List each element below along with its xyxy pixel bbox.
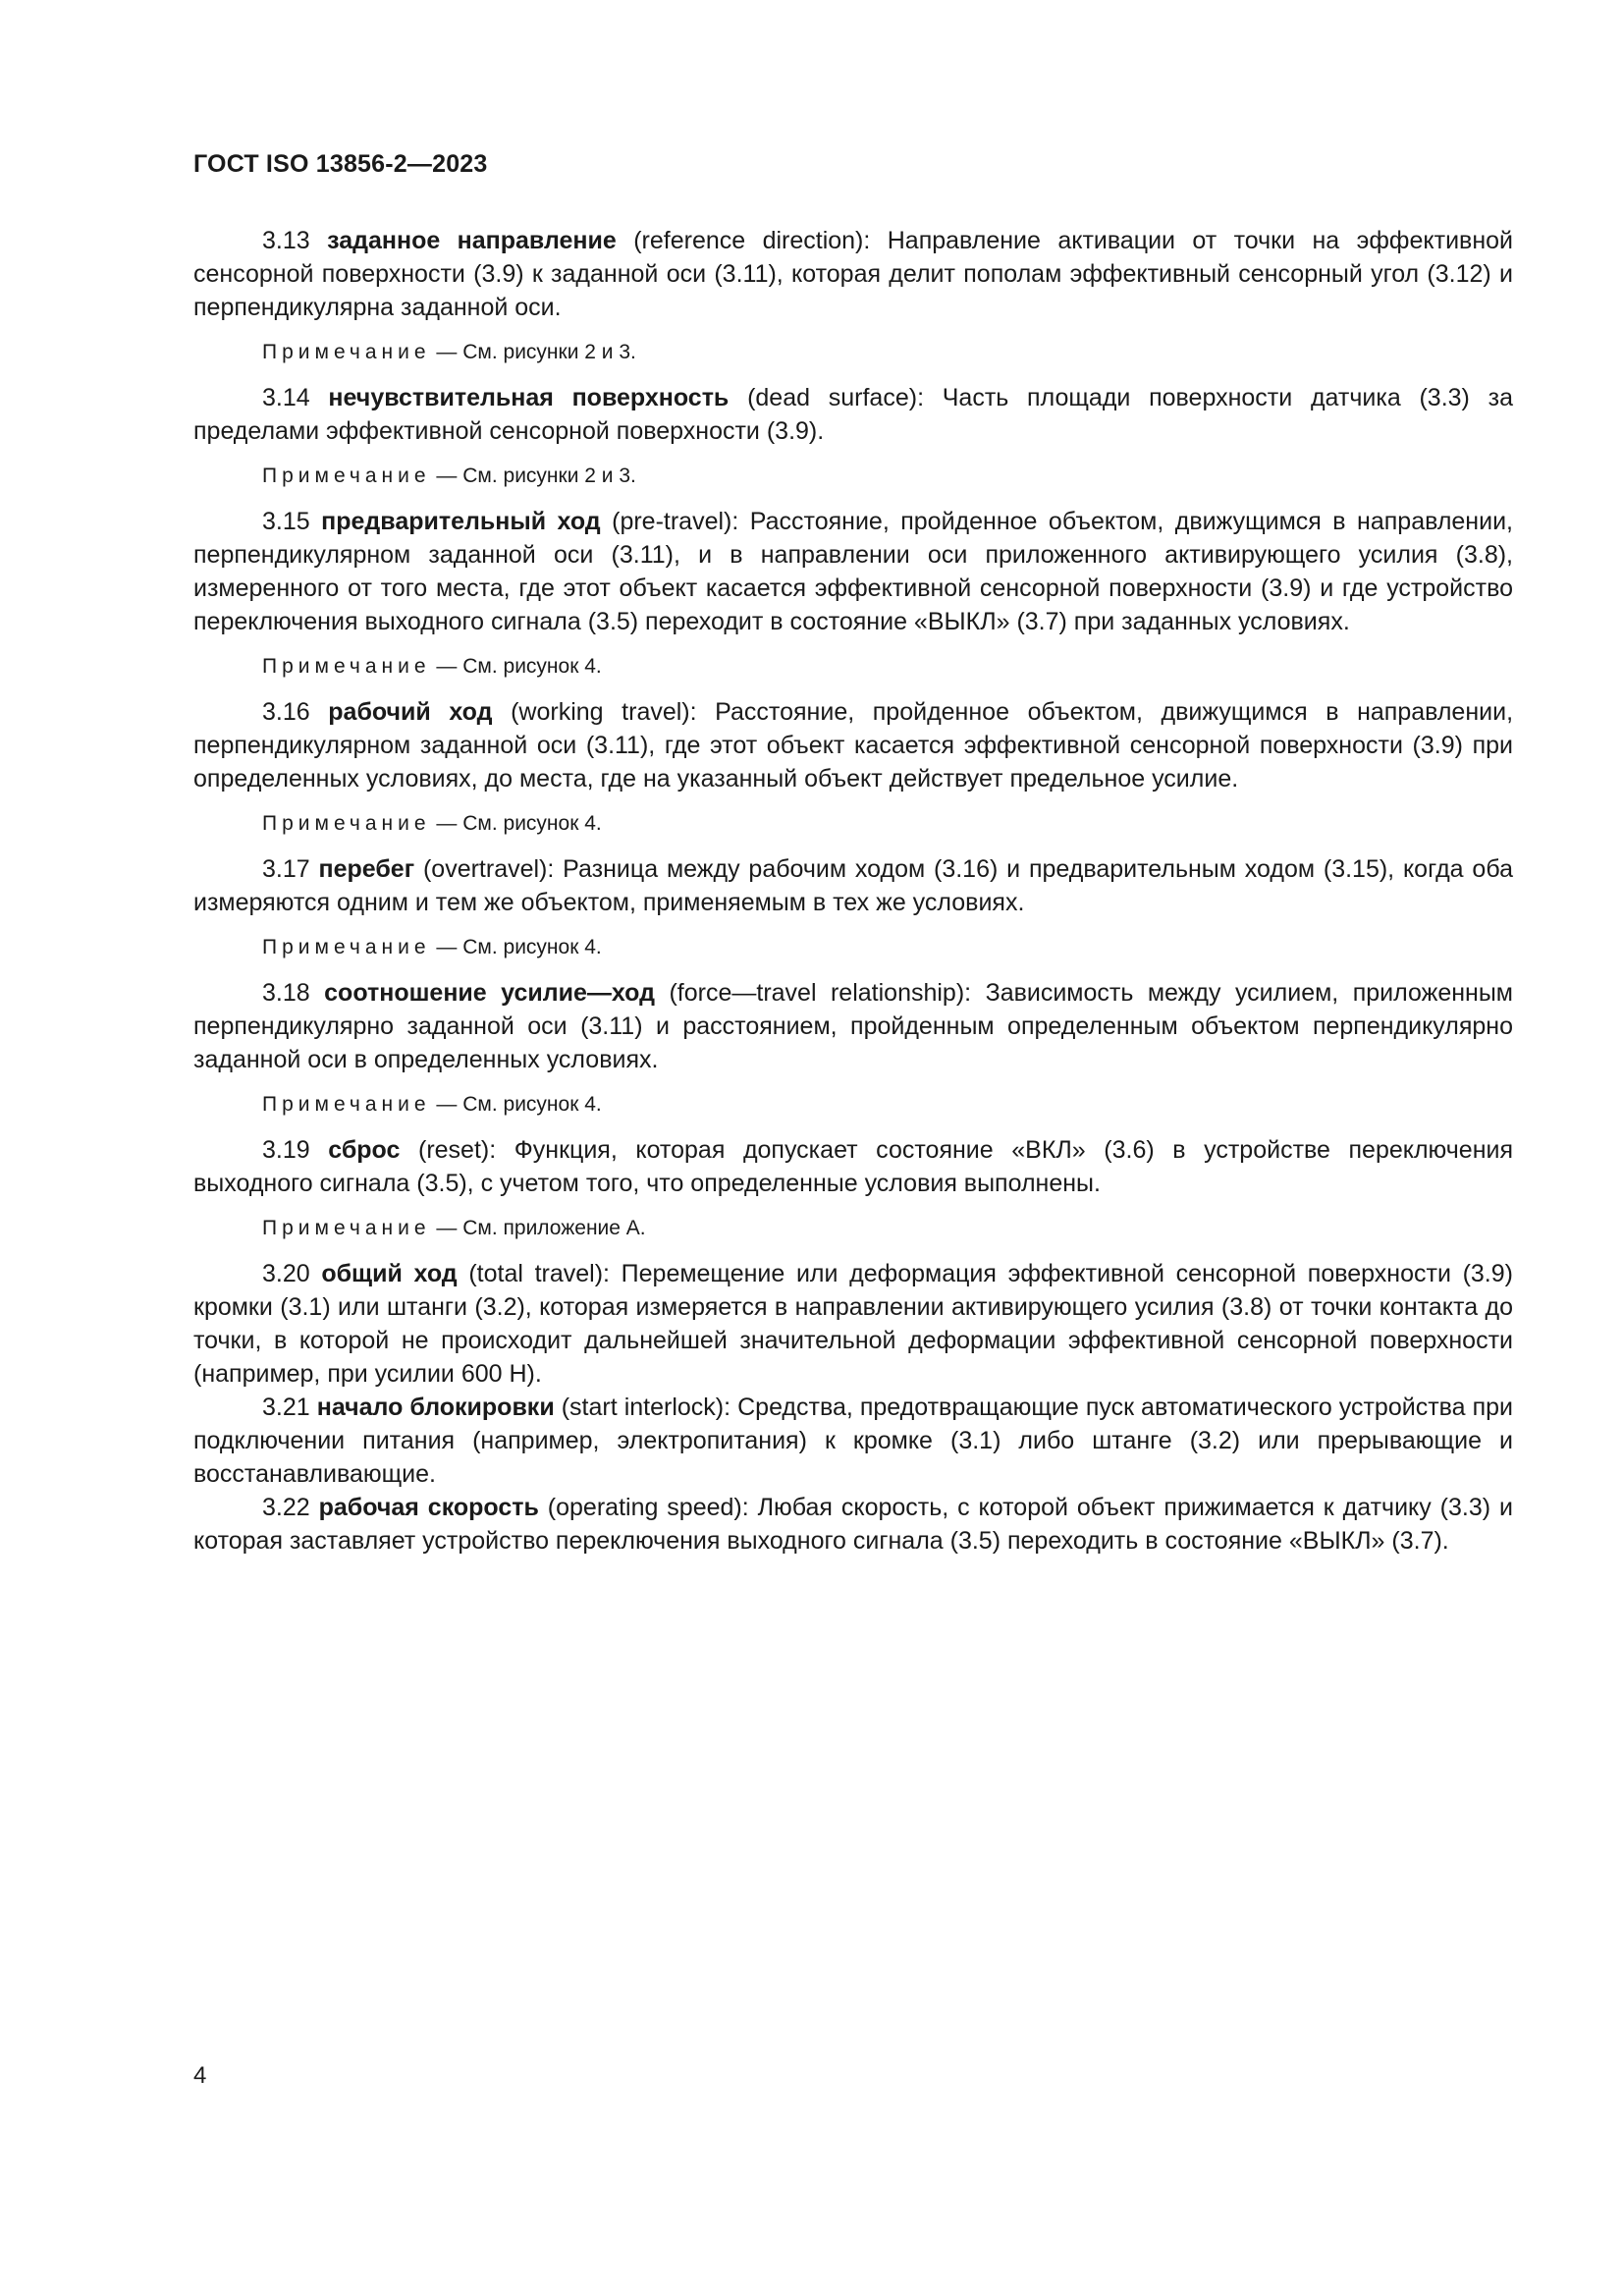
term-name: сброс — [328, 1136, 401, 1164]
term-number: 3.19 — [262, 1136, 310, 1164]
note-text: — См. приложение А. — [436, 1217, 646, 1239]
term-english: (dead surface) — [747, 384, 918, 411]
document-header: ГОСТ ISO 13856-2—2023 — [193, 150, 488, 178]
term-entry-3-21 — [193, 1391, 1513, 1491]
term-name: общий ход — [321, 1260, 458, 1287]
term-number: 3.20 — [262, 1260, 310, 1287]
note-text: — См. рисунки 2 и 3. — [436, 465, 636, 487]
term-entry-3-16 — [193, 695, 1513, 795]
term-name: перебег — [318, 855, 415, 883]
note-text: — См. рисунок 4. — [436, 655, 602, 678]
term-entry-3-14 — [193, 381, 1513, 448]
term-number: 3.13 — [262, 227, 310, 254]
terms-section — [193, 224, 1513, 1558]
term-definition: : Часть площади поверхности датчика (3.3) за пределами эффективной сенсорной поверхности (3.9). — [193, 384, 1513, 445]
term-number: 3.21 — [262, 1394, 310, 1421]
note-label: Примечание — [262, 812, 431, 835]
term-definition: : Любая скорость, с которой объект прижимается к датчику (3.3) и которая заставляет устройство переключения выходного сигнала (3.5) переходить в состояние «ВЫКЛ» (3.7). — [193, 1494, 1513, 1555]
note-text: — См. рисунок 4. — [436, 812, 602, 835]
note-text: — См. рисунки 2 и 3. — [436, 341, 636, 363]
term-note — [193, 1090, 1513, 1120]
term-name: соотношение усилие—ход — [324, 979, 655, 1007]
term-entry-3-18 — [193, 976, 1513, 1076]
term-english: (total travel) — [468, 1260, 604, 1287]
term-name: заданное направление — [327, 227, 617, 254]
term-number: 3.15 — [262, 508, 310, 535]
term-note — [193, 933, 1513, 962]
term-name: нечувствительная поверхность — [328, 384, 730, 411]
term-english: (working travel) — [511, 698, 690, 726]
term-definition: : Перемещение или деформация эффективной сенсорной поверхности (3.9) кромки (3.1) или штанги (3.2), которая измеряется в направлении активирующего усилия (3.8) от точки контакта до точки, в которой не происходит дальнейшей значительной деформации эффективной сенсорной поверхности (например, при усилии 600 Н). — [193, 1260, 1513, 1388]
term-note — [193, 652, 1513, 682]
term-english: (reference direction) — [633, 227, 864, 254]
note-label: Примечание — [262, 936, 431, 958]
term-entry-3-13 — [193, 224, 1513, 324]
term-note — [193, 462, 1513, 491]
term-entry-3-17 — [193, 852, 1513, 919]
term-definition: : Направление активации от точки на эффективной сенсорной поверхности (3.9) к заданной оси (3.11), которая делит пополам эффективный сенсорный угол (3.12) и перпендикулярна заданной оси. — [193, 227, 1513, 321]
term-number: 3.16 — [262, 698, 310, 726]
term-name: начало блокировки — [316, 1394, 555, 1421]
term-entry-3-15 — [193, 505, 1513, 638]
term-note — [193, 1214, 1513, 1243]
note-text: — См. рисунок 4. — [436, 1093, 602, 1116]
term-name: рабочая скорость — [318, 1494, 539, 1521]
term-number: 3.17 — [262, 855, 310, 883]
term-definition: : Разница между рабочим ходом (3.16) и предварительным ходом (3.15), когда оба измеряются одним и тем же объектом, применяемым в тех же условиях. — [193, 855, 1513, 916]
term-english: (force—travel relationship) — [669, 979, 965, 1007]
note-label: Примечание — [262, 1093, 431, 1116]
note-label: Примечание — [262, 465, 431, 487]
term-english: (overtravel) — [422, 855, 548, 883]
term-english: (operating speed) — [547, 1494, 742, 1521]
note-text: — См. рисунок 4. — [436, 936, 602, 958]
note-label: Примечание — [262, 1217, 431, 1239]
term-definition: : Средства, предотвращающие пуск автоматического устройства при подключении питания (например, электропитания) к кромке (3.1) либо штанге (3.2) или прерывающие и восстанавливающие. — [193, 1394, 1514, 1488]
note-label: Примечание — [262, 341, 431, 363]
note-label: Примечание — [262, 655, 431, 678]
term-name: предварительный ход — [321, 508, 601, 535]
term-entry-3-22 — [193, 1491, 1513, 1558]
term-entry-3-20 — [193, 1257, 1513, 1391]
page-number: 4 — [193, 2062, 207, 2089]
term-english: (pre-travel) — [612, 508, 732, 535]
term-number: 3.18 — [262, 979, 310, 1007]
term-number: 3.22 — [262, 1494, 310, 1521]
term-number: 3.14 — [262, 384, 310, 411]
term-definition: : Зависимость между усилием, приложенным перпендикулярно заданной оси (3.11) и расстоянием, пройденным определенным объектом перпендикулярно заданной оси в определенных условиях. — [193, 979, 1513, 1073]
term-definition: : Расстояние, пройденное объектом, движущимся в направлении, перпендикулярном заданной оси (3.11), и в направлении оси приложенного активирующего усилия (3.8), измеренного от того места, где этот объект касается эффективной сенсорной поверхности (3.9) и где устройство переключения выходного сигнала (3.5) переходит в состояние «ВЫКЛ» (3.7) при заданных условиях. — [193, 508, 1513, 635]
term-note — [193, 338, 1513, 367]
term-definition: : Расстояние, пройденное объектом, движущимся в направлении, перпендикулярном заданной оси (3.11), где этот объект касается эффективной сенсорной поверхности (3.9) при определенных условиях, до места, где на указанный объект действует предельное усилие. — [193, 698, 1514, 793]
term-entry-3-19 — [193, 1133, 1513, 1200]
term-english: (reset) — [418, 1136, 490, 1164]
term-note — [193, 809, 1513, 839]
term-name: рабочий ход — [328, 698, 493, 726]
term-english: (start interlock) — [561, 1394, 725, 1421]
term-definition: : Функция, которая допускает состояние «ВКЛ» (3.6) в устройстве переключения выходного сигнала (3.5), с учетом того, что определенные условия выполнены. — [193, 1136, 1513, 1197]
